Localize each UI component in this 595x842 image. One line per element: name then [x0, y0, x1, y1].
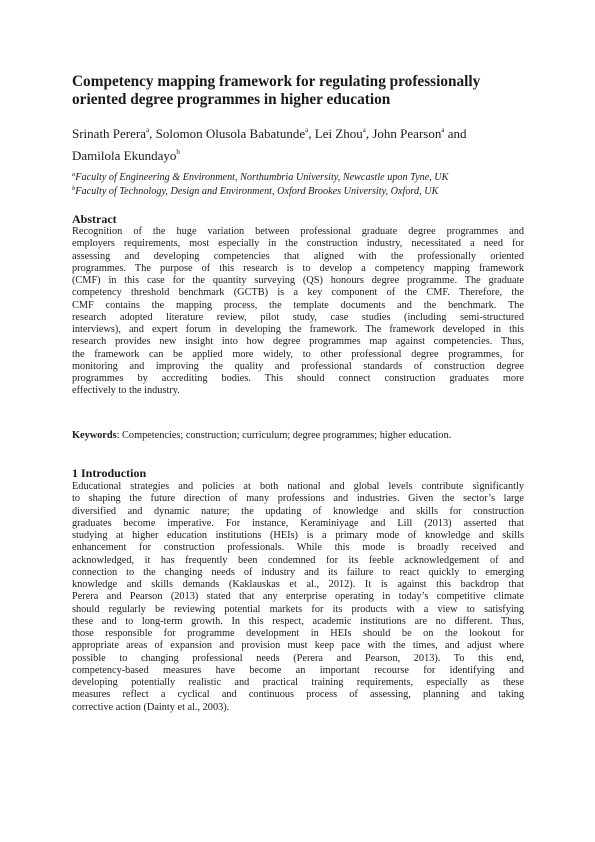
abstract-line: programmes. The purpose of this research is to develop a competency mapping framework [72, 262, 524, 274]
intro-line: appropriate areas of expansion and provision must keep pace with the times, and adjust where [72, 640, 524, 652]
affiliation-b [72, 183, 542, 198]
affiliation-mark: b [176, 148, 180, 156]
intro-line: studying at higher education institutions (HEIs) is a primary mode of knowledge and skills [72, 530, 524, 541]
intro-line: corrective action (Dainty et al., 2003). [72, 701, 230, 713]
intro-line: those responsible for programme development in HEIs should be on the lookout for [72, 628, 524, 639]
keywords-line [72, 430, 524, 442]
intro-line: developing potentially realistic and practical training requirements, especially as these [72, 677, 524, 688]
intro-line: acknowledged, it has frequently been condemned for its feeble acknowledgement of and [72, 554, 524, 566]
abstract-line: (CMF) in this case for the quantity surveying (QS) honours degree programme. The graduate [72, 275, 524, 286]
intro-line: knowledge and skills demands (Kaklauskas et al., 2012). It is against this backdrop that [72, 579, 524, 590]
abstract-line: competency threshold benchmark (GCTB) is a key component of the CMF. Therefore, the [72, 287, 524, 299]
affiliation-text: Faculty of Engineering & Environment, Northumbria University, Newcastle upon Tyne, UK [75, 172, 449, 183]
affiliation-a [72, 169, 542, 184]
author-name: John Pearson [372, 126, 442, 141]
author-name: Srinath Perera [72, 126, 147, 141]
intro-line: graduates become imperative. For instance, Keraminiyage and Lill (2013) asserted that [72, 517, 524, 529]
abstract-heading: Abstract [72, 212, 117, 226]
abstract-line: interviews), and expert forum in developing the framework. The framework developed in this [72, 324, 524, 335]
affiliation-mark: a [72, 171, 76, 178]
keywords-text: : Competencies; construction; curriculum; degree programmes; higher education. [116, 430, 452, 441]
title-line-2: oriented degree programmes in higher education [72, 91, 391, 108]
title-line-1: Competency mapping framework for regulating professionally [72, 73, 481, 90]
abstract-body [72, 226, 524, 398]
abstract-line: monitoring and improving the quality and professional standards of construction degree [72, 360, 524, 372]
affiliation-mark: a [305, 126, 309, 134]
author-name: Solomon Olusola Babatunde [155, 126, 306, 141]
abstract-line: assessing and developing competencies that aligned with the professionally oriented [72, 250, 524, 262]
abstract-line: employers requirements, most especially in the construction industry, necessitated a need for [72, 238, 524, 250]
abstract-line: the framework can be applied more widely, to other professional degree programmes, for [72, 348, 524, 360]
abstract-line: programmes by accrediting bodies. This should connect construction graduates more [72, 373, 524, 384]
introduction-body [72, 481, 524, 714]
abstract-line: research provides new insight into how degree programmes map against competencies. Thus, [72, 336, 524, 348]
affiliation-mark: b [72, 185, 76, 192]
author-list: Srinath Perera$^a$, Solomon Olusola Babatunde$^a$, Lei Zhou$^a$, John Pearson$^a$ and Damilola Ekundayo$^b$ [72, 126, 467, 163]
intro-line: possible to changing professional needs (Perera and Pearson, 2013). To this end, [72, 652, 524, 664]
abstract-line: effectively to the industry. [72, 385, 180, 397]
intro-line: diversified and dynamic nature; the updating of knowledge and skills for construction [72, 505, 524, 517]
keywords-label: Keywords [72, 430, 117, 441]
author-name: Damilola Ekundayo [72, 148, 177, 163]
intro-line: measures reflect a cyclical and continuous process of assessing, planning and taking [72, 689, 524, 701]
intro-line: enhancement for construction professionals. While this mode is broadly received and [72, 542, 524, 554]
paper-title [72, 73, 532, 109]
intro-line: should regularly be reviewing potential markets for its products with a view to satisfying [72, 603, 524, 615]
intro-line: connection to the changing needs of industry and its failure to react quickly to emerging [72, 566, 524, 578]
affiliation-text: Faculty of Technology, Design and Environment, Oxford Brookes University, Oxford, UK [75, 186, 439, 197]
author-name: Lei Zhou [314, 126, 363, 141]
abstract-line: CMF contains the mapping process, the template documents and the benchmark. The [72, 299, 524, 311]
affiliation-mark: a [441, 126, 445, 134]
abstract-line: research adopted literature review, pilot study, case studies (including semi-structured [72, 311, 524, 323]
intro-line: competency-based measures have become an important recourse for identifying and [72, 664, 524, 676]
affiliation-mark: a [146, 126, 150, 134]
intro-line: Perera and Pearson (2013) stated that any enterprise operating in today’s competitive climate [72, 591, 524, 603]
affiliation-mark: a [362, 126, 366, 134]
section-heading-introduction: 1 Introduction [72, 466, 147, 480]
intro-line: these and to long-term growth. In this respect, academic institutions are no different. Thus, [72, 615, 524, 627]
intro-line: to shaping the future direction of many professions and industries. Given the sector’s large [72, 493, 524, 505]
intro-line: Educational strategies and policies at both national and global levels contribute significantly [72, 481, 524, 492]
author-conjunction: and [447, 126, 467, 141]
abstract-line: Recognition of the huge variation between professional graduate degree programmes and [72, 226, 524, 237]
